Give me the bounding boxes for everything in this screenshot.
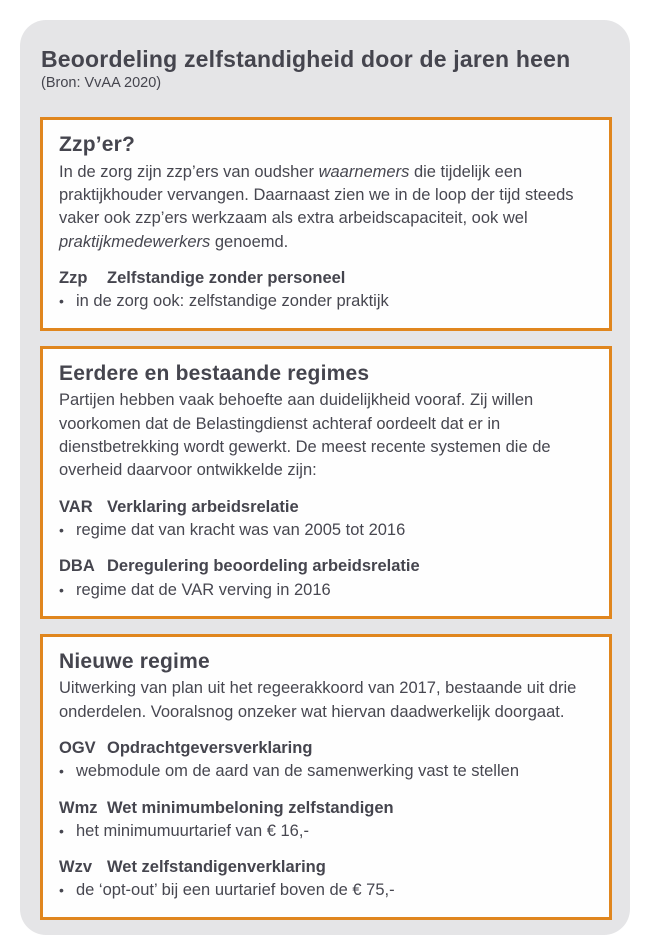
term-wmz-title <box>59 797 593 820</box>
term-zzp <box>59 267 593 314</box>
term-var-title <box>59 496 593 519</box>
term-ogv-bullet <box>59 760 593 784</box>
bullet-icon: • <box>59 882 64 899</box>
term-dba-abbr: DBA <box>59 557 95 576</box>
section-zzper-heading: Zzp’er? <box>59 133 136 157</box>
term-var-bullet-text: regime dat van kracht was van 2005 tot 2016 <box>76 520 406 539</box>
term-dba-name: Deregulering beoordeling arbeidsrelatie <box>107 557 420 576</box>
term-wzv-bullet-text: de ‘opt-out’ bij een uurtarief boven de € 75,- <box>76 881 395 900</box>
source-note: (Bron: VvAA 2020) <box>41 75 162 92</box>
section-eerdere-heading: Eerdere en bestaande regimes <box>59 361 370 385</box>
page-title: Beoordeling zelfstandigheid door de jaren heen <box>41 46 571 72</box>
section-eerdere-regimes <box>40 346 612 619</box>
infographic-card <box>20 20 630 935</box>
term-zzp-title <box>59 267 593 290</box>
term-wzv-title <box>59 856 593 879</box>
term-wzv-abbr: Wzv <box>59 858 92 877</box>
section-nieuwe-heading: Nieuwe regime <box>59 650 210 674</box>
bullet-icon: • <box>59 521 64 538</box>
section-nieuwe-paragraph: Uitwerking van plan uit het regeerakkoord van 2017, bestaande uit drie onderdelen. Vooralsnog onzeker wat hiervan daadwerkelijk doorgaat. <box>59 679 577 721</box>
term-zzp-abbr: Zzp <box>59 269 88 288</box>
term-wmz-abbr: Wmz <box>59 798 98 817</box>
bullet-icon: • <box>59 293 64 310</box>
term-wmz <box>59 797 593 844</box>
term-ogv-name: Opdrachtgeversverklaring <box>107 739 313 758</box>
term-var-abbr: VAR <box>59 497 93 516</box>
term-zzp-bullet <box>59 290 593 314</box>
term-zzp-name: Zelfstandige zonder personeel <box>107 269 346 288</box>
section-eerdere-paragraph: Partijen hebben vaak behoefte aan duidelijkheid vooraf. Zij willen voorkomen dat de Belastingdienst achteraf oordeelt dat er in dienstbetrekking wordt gewerkt. De meest recente systemen die de overheid daarvoor ontwikkelde zijn: <box>59 391 551 480</box>
section-zzper <box>40 117 612 330</box>
term-wmz-name: Wet minimumbeloning zelfstandigen <box>107 798 394 817</box>
term-dba-title <box>59 555 593 578</box>
term-var <box>59 496 593 543</box>
term-wzv-bullet <box>59 879 593 903</box>
term-wmz-bullet <box>59 820 593 844</box>
bullet-icon: • <box>59 822 64 839</box>
term-dba-bullet <box>59 579 593 603</box>
term-dba <box>59 555 593 602</box>
term-zzp-bullet-text: in de zorg ook: zelfstandige zonder praktijk <box>76 292 389 311</box>
bullet-icon: • <box>59 581 64 598</box>
term-ogv-abbr: OGV <box>59 739 96 758</box>
term-var-name: Verklaring arbeidsrelatie <box>107 497 299 516</box>
term-var-bullet <box>59 519 593 543</box>
term-ogv-bullet-text: webmodule om de aard van de samenwerking vast te stellen <box>76 762 519 781</box>
term-wzv-name: Wet zelfstandigenverklaring <box>107 858 326 877</box>
term-dba-bullet-text: regime dat de VAR verving in 2016 <box>76 580 331 599</box>
bullet-icon: • <box>59 763 64 780</box>
section-nieuwe-regime <box>40 634 612 920</box>
term-wzv <box>59 856 593 903</box>
term-wmz-bullet-text: het minimumuurtarief van € 16,- <box>76 821 309 840</box>
term-ogv <box>59 737 593 784</box>
term-ogv-title <box>59 737 593 760</box>
section-zzper-paragraph: In de zorg zijn zzp’ers van oudsher waarnemers die tijdelijk een praktijkhouder vervangen. Daarnaast zien we in de loop der tijd steeds vaker ook zzp’ers werkzaam als extra arbeidscapaciteit, ook wel praktijkmedewerkers genoemd. <box>59 162 574 251</box>
